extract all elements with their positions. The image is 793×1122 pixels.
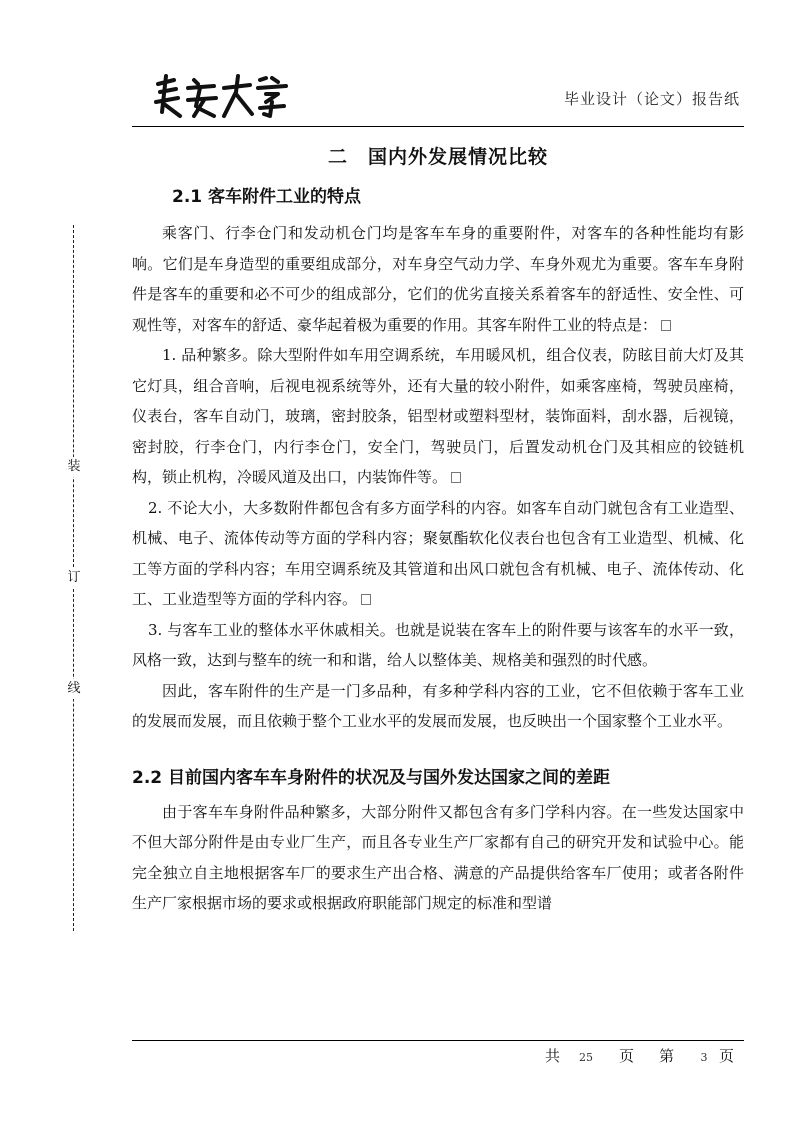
- page-unit-label: 页: [719, 1047, 735, 1065]
- total-label: 共: [545, 1047, 561, 1065]
- current-page: 3: [700, 1051, 708, 1064]
- section-heading-2-1: 2.1 客车附件工业的特点: [172, 187, 362, 207]
- paragraph: [132, 218, 744, 340]
- report-paper-label: 毕业设计（论文）报告纸: [563, 90, 740, 108]
- total-pages: 25: [579, 1051, 593, 1064]
- placeholder-box-icon: [451, 472, 461, 483]
- page-content: [132, 142, 744, 919]
- header-rule: [132, 126, 744, 127]
- university-logo: [152, 72, 292, 122]
- paragraph-text: 2. 不论大小，大多数附件都包含有多方面学科的内容。如客车自动门就包含有工业造型、机械、电子、流体传动等方面的学科内容；聚氨酯软化仪表台也包含有工业造型、机械、化工等方面的学科内容；车用空调系统及其管道和出风口就包含有机械、电子、流体传动、化工、工业造型等方面的学科内容。: [132, 498, 744, 608]
- paragraph: [132, 493, 744, 615]
- binding-label-xian: 线: [62, 679, 86, 699]
- current-label: 第: [659, 1047, 675, 1065]
- chapter-title: 二 国内外发展情况比较: [327, 146, 548, 168]
- paragraph: [132, 340, 744, 493]
- paragraph-text: 乘客门、行李仓门和发动机仓门均是客车车身的重要附件，对客车的各种性能均有影响。它们是车身造型的重要组成部分，对车身空气动力学、车身外观尤为重要。客车车身附件是客车的重要和必不可少的组成部分，它们的优劣直接关系着客车的舒适性、安全性、可观性等，对客车的舒适、豪华起着极为重要的作用。其客车附件工业的特点是：: [132, 224, 744, 334]
- page-unit-label: 页: [619, 1047, 635, 1065]
- paragraph: [132, 676, 744, 737]
- placeholder-box-icon: [361, 594, 371, 605]
- paragraph: [132, 797, 744, 919]
- paragraph-text: 1. 品种繁多。除大型附件如车用空调系统，车用暖风机，组合仪表，防眩目前大灯及其它灯具，组合音响，后视电视系统等外，还有大量的较小附件，如乘客座椅，驾驶员座椅，仪表台，客车自动门，玻璃，密封胶条，铝型材或塑料型材，装饰面料，刮水器，后视镜，密封胶，行李仓门，内行李仓门，安全门，驾驶员门，后置发动机仓门及其相应的铰链机构，锁止机构，冷暖风道及出口，内装饰件等。: [132, 346, 744, 486]
- placeholder-box-icon: [661, 320, 671, 331]
- page-footer: [545, 1045, 745, 1066]
- binding-label-zhuang: 装: [62, 457, 86, 477]
- binding-margin: [68, 225, 80, 931]
- section-heading-2-2: 2.2 目前国内客车车身附件的状况及与国外发达国家之间的差距: [132, 767, 611, 788]
- paragraph-text: 3. 与客车工业的整体水平休戚相关。也就是说装在客车上的附件要与该客车的水平一致，风格一致，达到与整车的统一和和谐，给人以整体美、规格美和强烈的时代感。: [132, 620, 744, 669]
- paragraph: [132, 615, 744, 676]
- paragraph-text: 因此，客车附件的生产是一门多品种，有多种学科内容的工业，它不但依赖于客车工业的发展而发展，而且依赖于整个工业水平的发展而发展，也反映出一个国家整个工业水平。: [132, 681, 744, 730]
- paragraph-text: 由于客车车身附件品种繁多，大部分附件又都包含有多门学科内容。在一些发达国家中不但大部分附件是由专业厂生产，而且各专业生产厂家都有自己的研究开发和试验中心。能完全独立自主地根据客车厂的要求生产出合格、满意的产品提供给客车厂使用；或者各附件生产厂家根据市场的要求或根据政府职能部门规定的标准和型谱: [132, 802, 744, 912]
- binding-label-ding: 订: [62, 568, 86, 588]
- footer-rule: [132, 1040, 744, 1041]
